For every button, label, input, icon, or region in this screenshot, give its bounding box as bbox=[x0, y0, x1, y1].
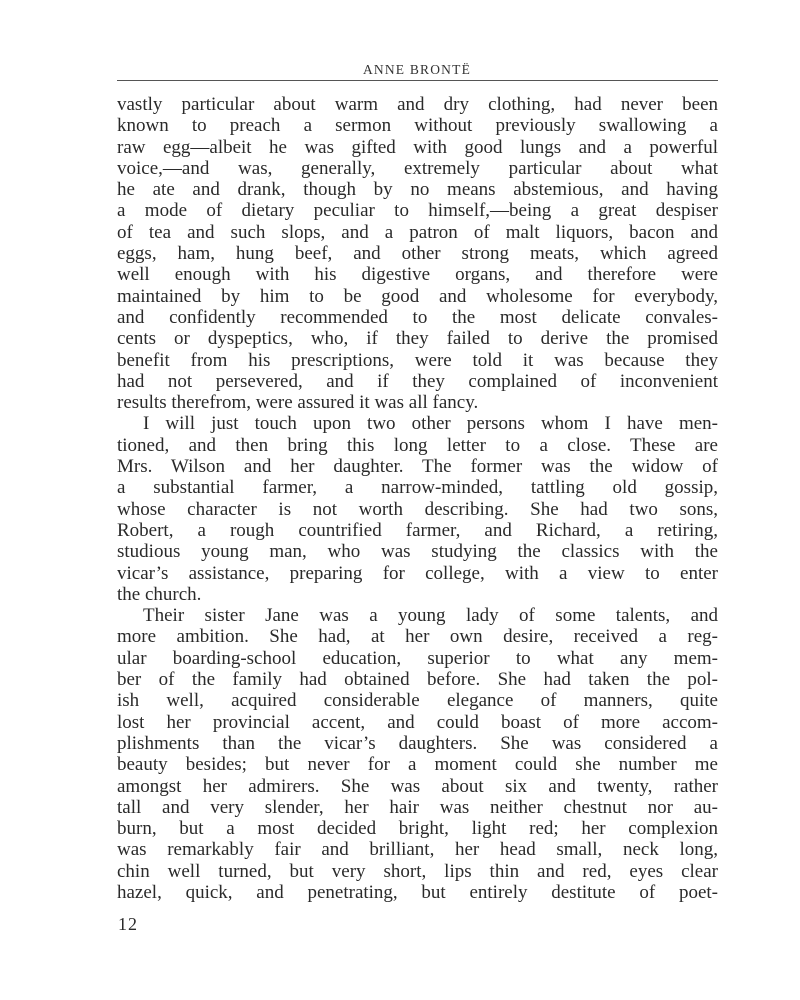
text-line: eggs, ham, hung beef, and other strong meats, which agreed bbox=[117, 243, 718, 265]
text-line: whose character is not worth describing. She had two sons, bbox=[117, 498, 718, 520]
running-header: ANNE BRONTË bbox=[362, 62, 472, 77]
text-line: I will just touch upon two other persons whom I have men- bbox=[143, 413, 718, 435]
page-number: 12 bbox=[118, 914, 138, 934]
text-line: well enough with his digestive organs, and therefore were bbox=[117, 264, 718, 286]
text-line: studious young man, who was studying the classics with the bbox=[117, 541, 718, 563]
text-line: ish well, acquired considerable elegance of manners, quite bbox=[117, 690, 718, 712]
text-line: and confidently recommended to the most delicate convales- bbox=[117, 306, 718, 328]
text-line: chin well turned, but very short, lips thin and red, eyes clear bbox=[117, 860, 718, 882]
text-line: the church. bbox=[117, 583, 202, 605]
text-line: benefit from his prescriptions, were told it was because they bbox=[117, 349, 718, 371]
text-line: he ate and drank, though by no means abstemious, and having bbox=[117, 179, 718, 201]
text-line: burn, but a most decided bright, light red; her complexion bbox=[117, 818, 718, 840]
text-line: Their sister Jane was a young lady of some talents, and bbox=[143, 605, 718, 627]
text-line: Robert, a rough countrified farmer, and Richard, a retiring, bbox=[117, 519, 718, 541]
text-line: results therefrom, were assured it was all fancy. bbox=[117, 392, 479, 414]
text-line: voice,—and was, generally, extremely particular about what bbox=[117, 157, 718, 179]
text-line: amongst her admirers. She was about six and twenty, rather bbox=[117, 775, 718, 797]
header-rule bbox=[117, 80, 718, 81]
text-line: was remarkably fair and brilliant, her head small, neck long, bbox=[117, 839, 718, 861]
text-line: maintained by him to be good and wholesome for everybody, bbox=[117, 285, 718, 307]
text-line: of tea and such slops, and a patron of malt liquors, bacon and bbox=[117, 221, 718, 243]
text-line: beauty besides; but never for a moment could she number me bbox=[117, 754, 718, 776]
text-line: cents or dyspeptics, who, if they failed to derive the promised bbox=[117, 328, 718, 350]
text-line: vicar’s assistance, preparing for college, with a view to enter bbox=[117, 562, 718, 584]
text-line: tioned, and then bring this long letter to a close. These are bbox=[117, 434, 718, 456]
text-line: raw egg—albeit he was gifted with good lungs and a powerful bbox=[117, 136, 718, 158]
text-line: hazel, quick, and penetrating, but entirely destitute of poet- bbox=[117, 881, 718, 903]
text-line: had not persevered, and if they complained of inconvenient bbox=[117, 370, 718, 392]
text-line: known to preach a sermon without previously swallowing a bbox=[117, 115, 718, 137]
text-line: tall and very slender, her hair was neither chestnut nor au- bbox=[117, 796, 718, 818]
text-line: ular boarding-school education, superior to what any mem- bbox=[117, 647, 718, 669]
text-line: ber of the family had obtained before. She had taken the pol- bbox=[117, 669, 718, 691]
text-line: a substantial farmer, a narrow-minded, tattling old gossip, bbox=[117, 477, 718, 499]
text-line: vastly particular about warm and dry clothing, had never been bbox=[117, 94, 718, 115]
text-line: plishments than the vicar’s daughters. She was considered a bbox=[117, 732, 718, 754]
text-line: more ambition. She had, at her own desire, received a reg- bbox=[117, 626, 718, 648]
text-line: a mode of dietary peculiar to himself,—being a great despiser bbox=[117, 200, 718, 222]
body-text bbox=[117, 94, 718, 903]
text-line: Mrs. Wilson and her daughter. The former was the widow of bbox=[117, 456, 718, 478]
text-line: lost her provincial accent, and could boast of more accom- bbox=[117, 711, 718, 733]
